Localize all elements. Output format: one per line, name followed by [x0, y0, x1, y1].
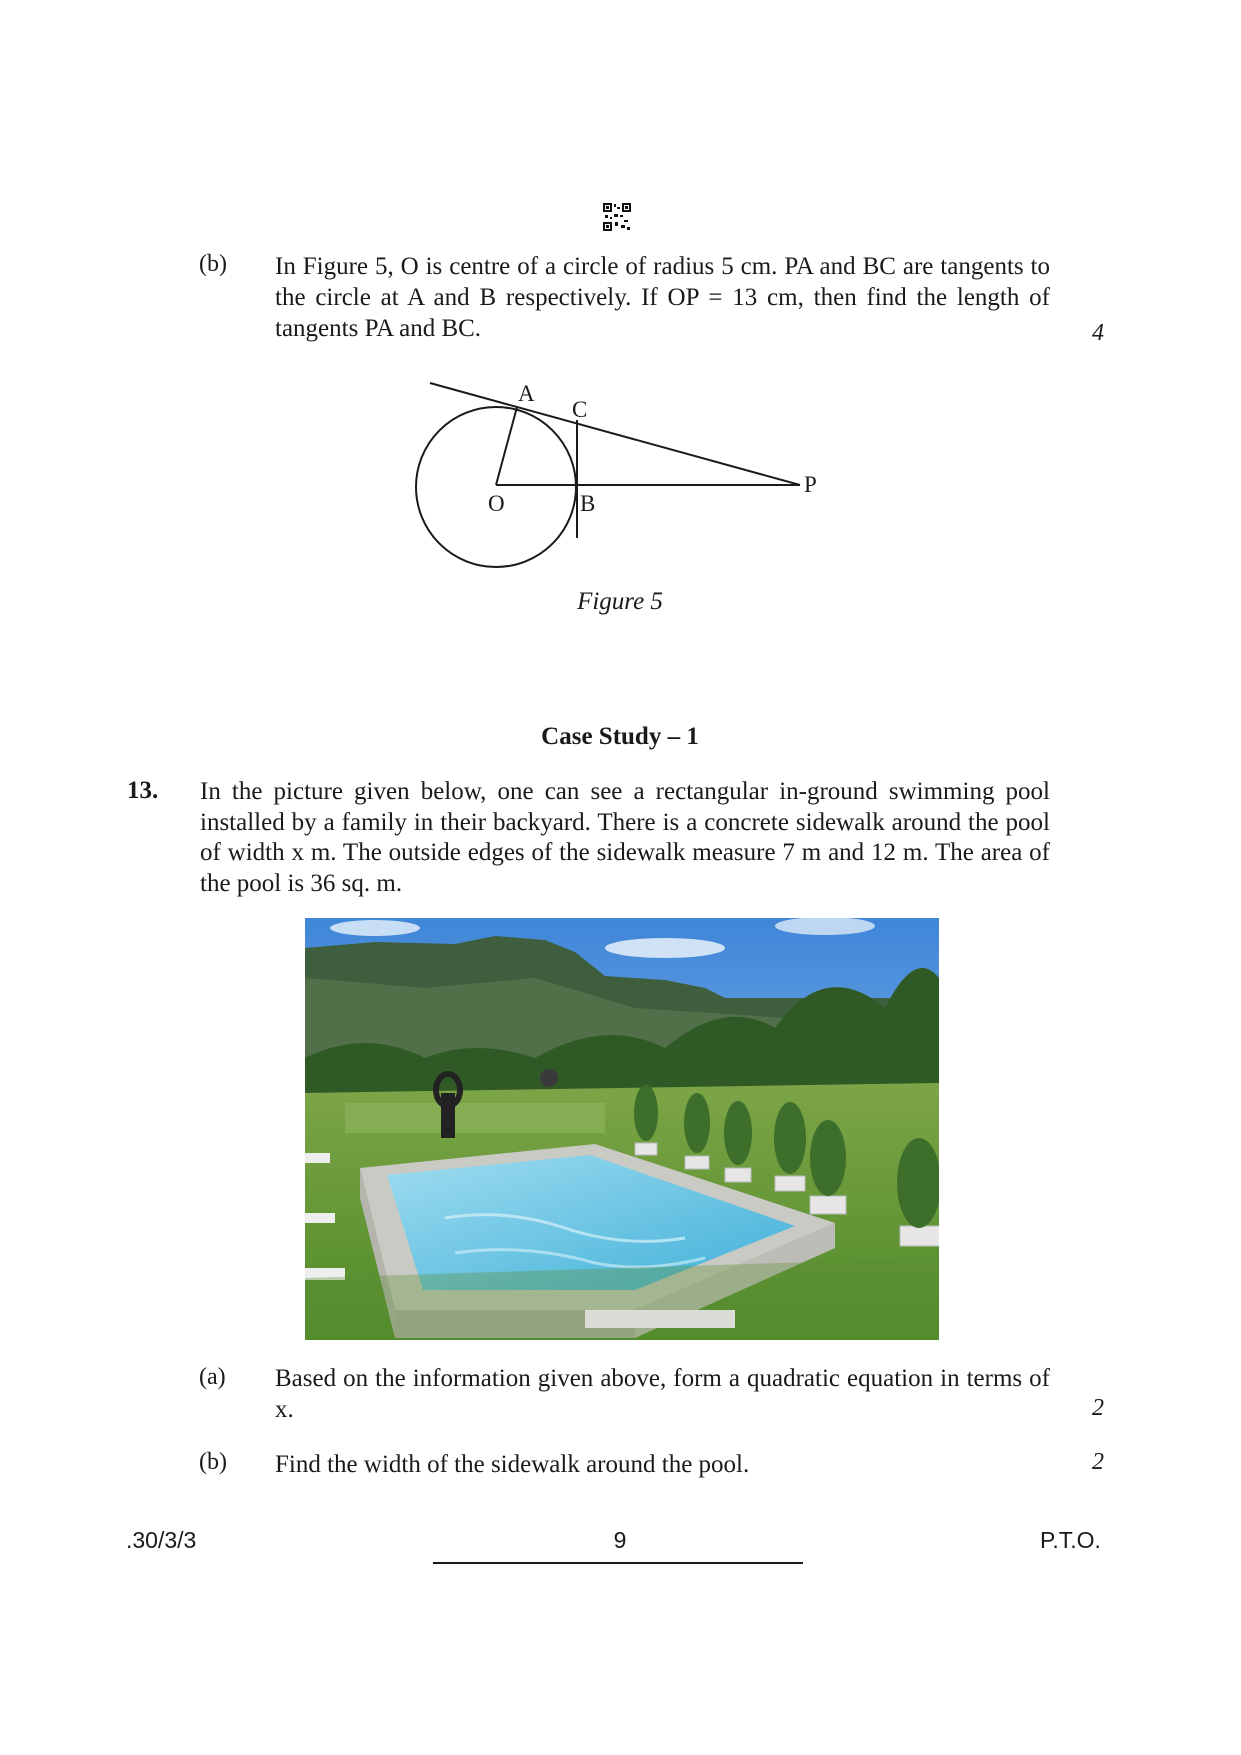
page-number: 9	[613, 1527, 627, 1553]
q12b-marks: 4	[1092, 320, 1104, 346]
label-c: C	[572, 397, 588, 422]
q13b-text: Find the width of the sidewalk around the pool.	[275, 1451, 750, 1478]
label-b: B	[580, 491, 596, 516]
figure-5	[400, 370, 860, 590]
q12b-label: (b)	[199, 251, 227, 277]
label-a: A	[518, 381, 535, 406]
label-o: O	[488, 491, 505, 516]
q13a-marks: 2	[1092, 1395, 1104, 1421]
radius-oa	[496, 407, 517, 485]
q13-number: 13.	[127, 777, 159, 804]
paper-code: .30/3/3	[126, 1527, 197, 1553]
case-study-heading: Case Study – 1	[541, 723, 699, 750]
q13b-marks: 2	[1092, 1449, 1104, 1475]
circle	[416, 407, 576, 567]
q12b-text: In Figure 5, O is centre of a circle of radius 5 cm. PA and BC are tangents to the circle at A and B respectively. If OP = 13 cm, then find the length of tangents PA and BC.	[275, 253, 1050, 342]
label-p: P	[804, 472, 817, 497]
q13a-label: (a)	[199, 1364, 226, 1390]
qr-code	[603, 203, 631, 231]
pto-label: P.T.O.	[1040, 1527, 1101, 1553]
page-number-rule	[433, 1562, 803, 1564]
q13a-text: Based on the information given above, form a quadratic equation in terms of x.	[275, 1365, 1050, 1423]
q13-intro: In the picture given below, one can see a rectangular in-ground swimming pool installed by a family in their backyard. There is a concrete sidewalk around the pool of width x m. The outside edges of the sidewalk measure 7 m and 12 m. The area of the pool is 36 sq. m.	[200, 778, 1050, 897]
pool-photo	[305, 918, 939, 1340]
tangent-pa	[430, 383, 800, 485]
figure-caption: Figure 5	[577, 588, 663, 615]
q13b-label: (b)	[199, 1449, 227, 1475]
